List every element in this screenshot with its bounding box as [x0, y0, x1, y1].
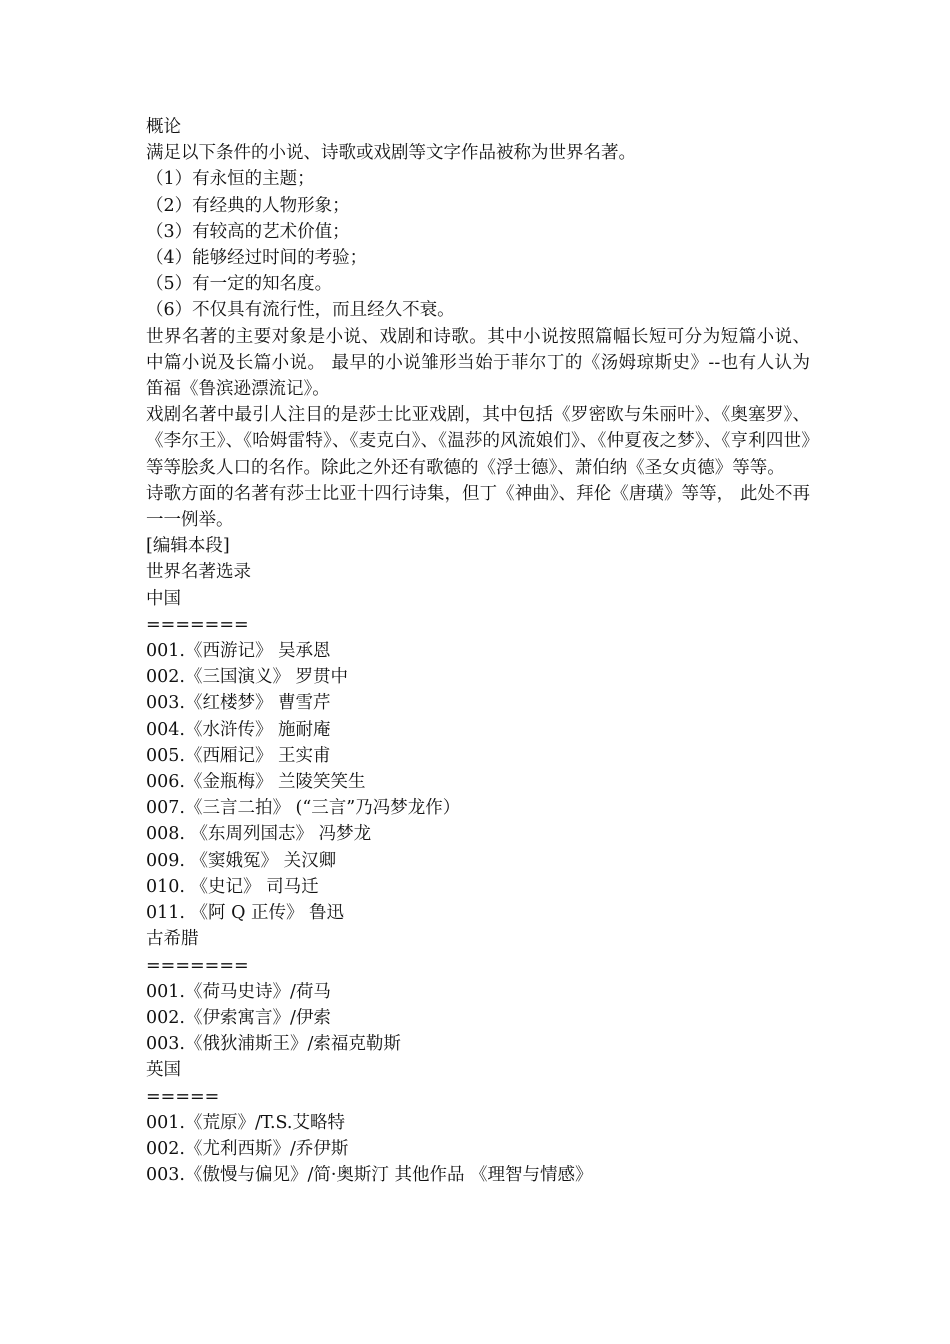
list-item: 005.《西厢记》 王实甫 — [146, 745, 331, 766]
list-item: 002.《尤利西斯》/乔伊斯 — [146, 1138, 349, 1159]
list-item: 003.《俄狄浦斯王》/索福克勒斯 — [146, 1034, 401, 1055]
list-item: 009. 《窦娥冤》 关汉卿 — [146, 850, 337, 871]
list-item: 007.《三言二拍》 (“三言”乃冯梦龙作） — [146, 798, 461, 819]
condition-item: （2）有经典的人物形象； — [146, 195, 350, 216]
separator: ===== — [146, 1086, 220, 1107]
list-item: 002.《伊索寓言》/伊索 — [146, 1007, 331, 1028]
list-item: 001.《西游记》 吴承恩 — [146, 641, 331, 662]
condition-item: （5）有一定的知名度。 — [146, 274, 333, 295]
condition-item: （1）有永恒的主题； — [146, 169, 315, 190]
list-item: 003.《傲慢与偏见》/简·奥斯汀 其他作品 《理智与情感》 — [146, 1165, 593, 1186]
condition-item: （6）不仅具有流行性，而且经久不衰。 — [146, 300, 455, 321]
document-body — [146, 114, 810, 1188]
edit-section-link[interactable]: [编辑本段] — [146, 536, 230, 557]
list-item: 008. 《东周列国志》 冯梦龙 — [146, 824, 372, 845]
paragraph-novels: 世界名著的主要对象是小说、戏剧和诗歌。其中小说按照篇幅长短可分为短篇小说、中篇小说及长篇小说。 最早的小说雏形当始于菲尔丁的《汤姆琼斯史》--也有人认为笛福《鲁滨逊漂流记》。 — [146, 326, 810, 400]
list-item: 011. 《阿 Q 正传》 鲁迅 — [146, 903, 345, 924]
intro-text: 满足以下条件的小说、诗歌或戏剧等文字作品被称为世界名著。 — [146, 143, 636, 164]
condition-item: （3）有较高的艺术价值； — [146, 221, 350, 242]
group-heading-greece: 古希腊 — [146, 929, 199, 950]
heading-overview: 概论 — [146, 117, 181, 137]
list-item: 006.《金瓶梅》 兰陵笑笑生 — [146, 772, 366, 793]
list-item: 003.《红楼梦》 曹雪芹 — [146, 693, 331, 714]
separator: ======= — [146, 955, 249, 976]
list-item: 004.《水浒传》 施耐庵 — [146, 719, 331, 740]
list-item: 002.《三国演义》 罗贯中 — [146, 667, 349, 688]
group-heading-uk: 英国 — [146, 1060, 181, 1081]
condition-item: （4）能够经过时间的考验； — [146, 248, 368, 269]
list-item: 001.《荷马史诗》/荷马 — [146, 981, 331, 1002]
paragraph-drama: 戏剧名著中最引人注目的是莎士比亚戏剧，其中包括《罗密欧与朱丽叶》、《奥塞罗》、《李尔王》、《哈姆雷特》、《麦克白》、《温莎的风流娘们》、《仲夏夜之梦》、《亨利四世》等等脍炙人口的名作。除此之外还有歌德的《浮士德》、萧伯纳《圣女贞德》等等。 — [146, 405, 810, 478]
list-item: 010. 《史记》 司马迁 — [146, 876, 319, 897]
list-item: 001.《荒原》/T.S.艾略特 — [146, 1112, 345, 1133]
paragraph-poetry: 诗歌方面的名著有莎士比亚十四行诗集，但丁《神曲》、拜伦《唐璜》等等， 此处不再一一例举。 — [146, 483, 810, 531]
section-title: 世界名著选录 — [146, 562, 251, 583]
separator: ======= — [146, 614, 249, 635]
group-heading-china: 中国 — [146, 588, 181, 609]
